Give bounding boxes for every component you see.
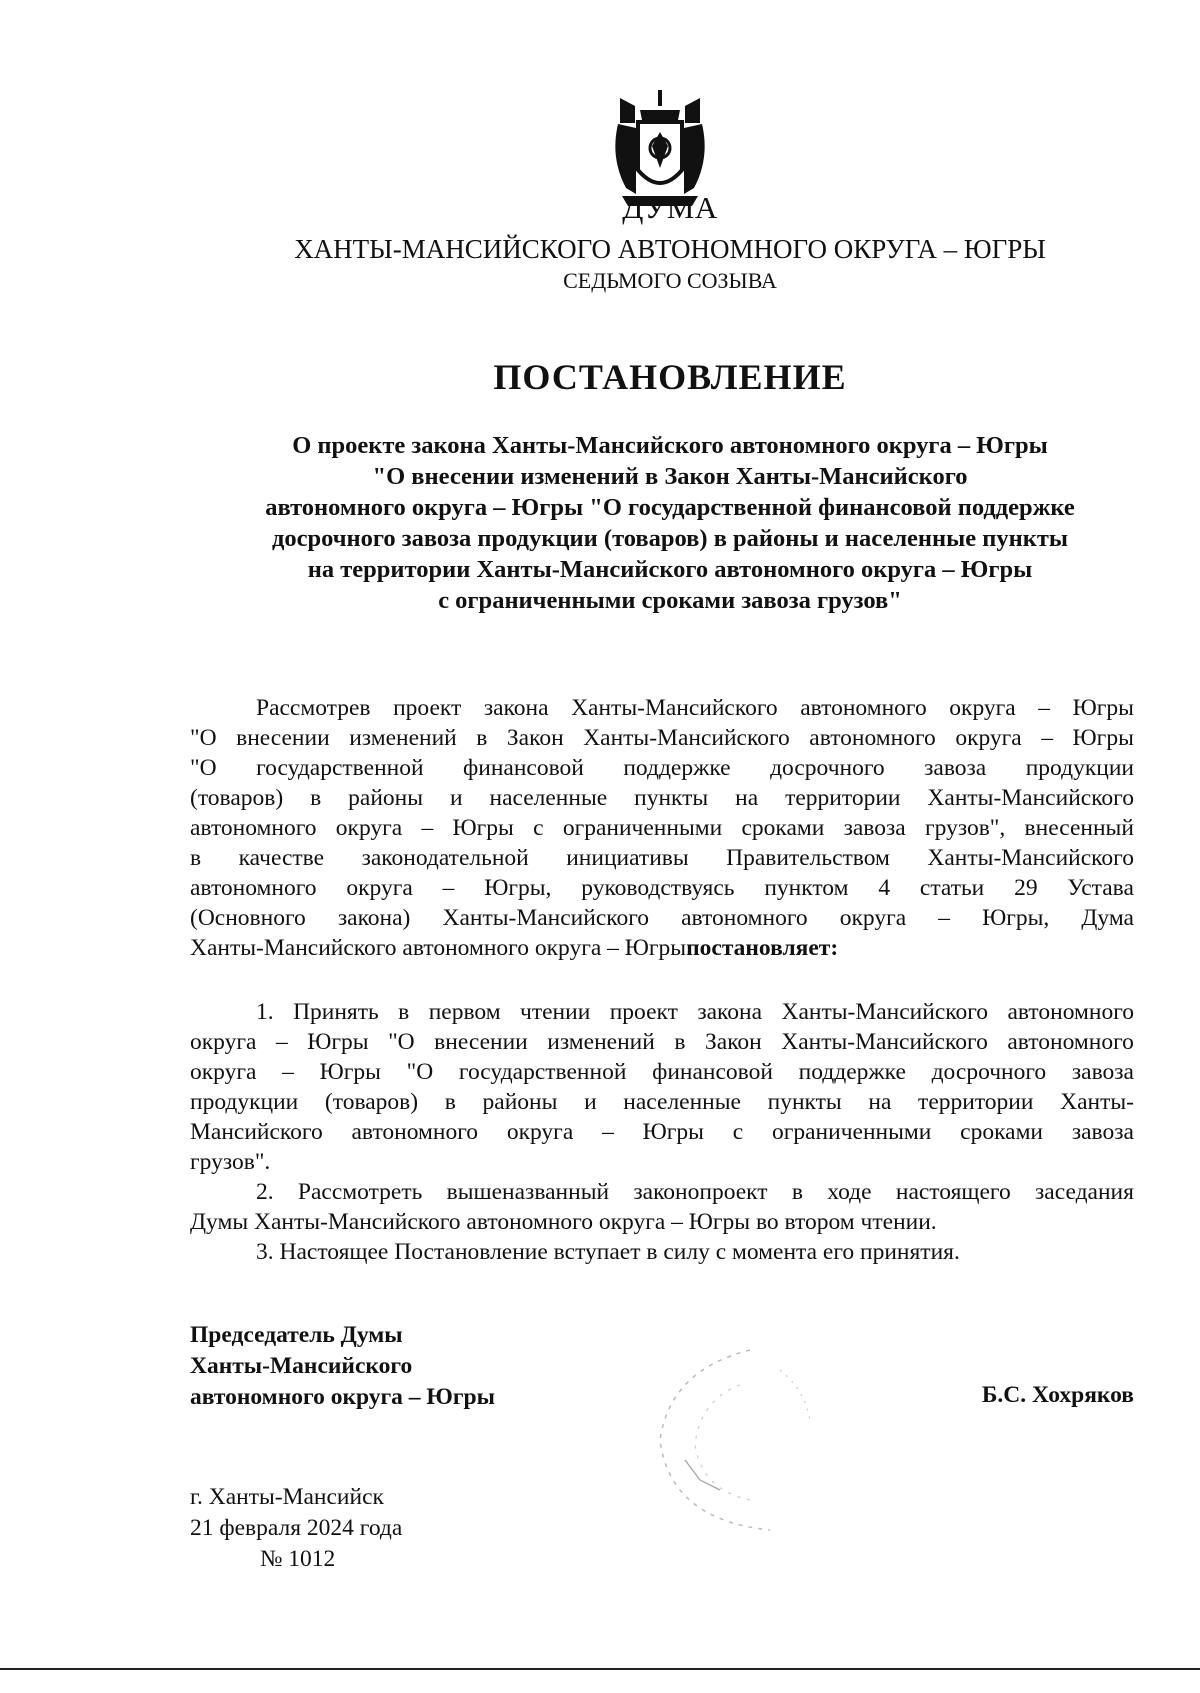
decision-1-line: Мансийского автономного округа – Югры с ограниченными сроками завоза — [190, 1119, 1134, 1145]
page-bottom-rule — [0, 1668, 1200, 1670]
document-city: г. Ханты-Мансийск — [190, 1484, 384, 1510]
preamble-line: (товаров) в районы и населенные пункты на территории Ханты-Мансийского — [190, 785, 1134, 811]
preamble-line: автономного округа – Югры, руководствуясь пунктом 4 статьи 29 Устава — [190, 875, 1134, 901]
decision-1-line: 1. Принять в первом чтении проект закона Ханты-Мансийского автономного — [256, 999, 1134, 1025]
faded-seal-icon — [630, 1330, 830, 1550]
signatory-position-line: Ханты-Мансийского — [190, 1353, 413, 1379]
subject-line: автономного округа – Югры "О государственной финансовой поддержке — [265, 494, 1075, 521]
subject-line: с ограниченными сроками завоза грузов" — [438, 587, 902, 614]
org-name: ДУМА — [622, 190, 718, 225]
preamble-paragraph — [190, 693, 1134, 963]
decision-1-line: продукции (товаров) в районы и населенные пункты на территории Ханты- — [190, 1089, 1134, 1115]
decision-1-line: округа – Югры "О внесении изменений в Закон Ханты-Мансийского автономного — [190, 1029, 1134, 1055]
preamble-last-text: Ханты-Мансийского автономного округа – Югры — [190, 935, 687, 961]
org-region: ХАНТЫ-МАНСИЙСКОГО АВТОНОМНОГО ОКРУГА – ЮГРЫ — [294, 234, 1046, 264]
subject-line: "О внесении изменений в Закон Ханты-Мансийского — [372, 463, 968, 490]
decisions-list — [190, 997, 1134, 1267]
document-number: № 1012 — [260, 1546, 336, 1572]
preamble-line: (Основного закона) Ханты-Мансийского автономного округа – Югры, Дума — [190, 905, 1134, 931]
preamble-line: "О внесении изменений в Закон Ханты-Мансийского автономного округа – Югры — [190, 725, 1134, 751]
preamble-line: автономного округа – Югры с ограниченными сроками завоза грузов", внесенный — [190, 815, 1134, 841]
decision-2-line: 2. Рассмотреть вышеназванный законопроект в ходе настоящего заседания — [256, 1179, 1134, 1205]
decision-2-last-line: Думы Ханты-Мансийского автономного округа – Югры во втором чтении. — [190, 1209, 937, 1235]
decision-1-line: округа – Югры "О государственной финансовой поддержке досрочного завоза — [190, 1059, 1134, 1085]
subject-line: досрочного завоза продукции (товаров) в районы и населенные пункты — [271, 525, 1069, 552]
decision-3-line: 3. Настоящее Постановление вступает в силу с момента его принятия. — [256, 1239, 960, 1265]
document-date: 21 февраля 2024 года — [190, 1515, 403, 1541]
preamble-line: "О государственной финансовой поддержке досрочного завоза продукции — [190, 755, 1134, 781]
signatory-name: Б.С. Хохряков — [981, 1382, 1134, 1408]
preamble-last-line — [190, 933, 1134, 963]
decision-1-last-line: грузов". — [190, 1149, 271, 1175]
document-type: ПОСТАНОВЛЕНИЕ — [493, 357, 847, 397]
signatory-position-line: автономного округа – Югры — [190, 1384, 495, 1410]
subject-line: О проекте закона Ханты-Мансийского автономного округа – Югры — [292, 432, 1048, 459]
signatory-position — [190, 1320, 495, 1413]
document-subject — [190, 430, 1150, 616]
signatory-position-line: Председатель Думы — [190, 1322, 403, 1348]
subject-line: на территории Ханты-Мансийского автономного округа – Югры — [307, 556, 1033, 583]
preamble-line: Рассмотрев проект закона Ханты-Мансийского автономного округа – Югры — [256, 695, 1134, 721]
preamble-line: в качестве законодательной инициативы Правительством Ханты-Мансийского — [190, 845, 1134, 871]
document-place-date — [190, 1482, 402, 1575]
org-convocation: СЕДЬМОГО СОЗЫВА — [563, 268, 777, 293]
resolves-keyword: постановляет: — [686, 935, 839, 961]
